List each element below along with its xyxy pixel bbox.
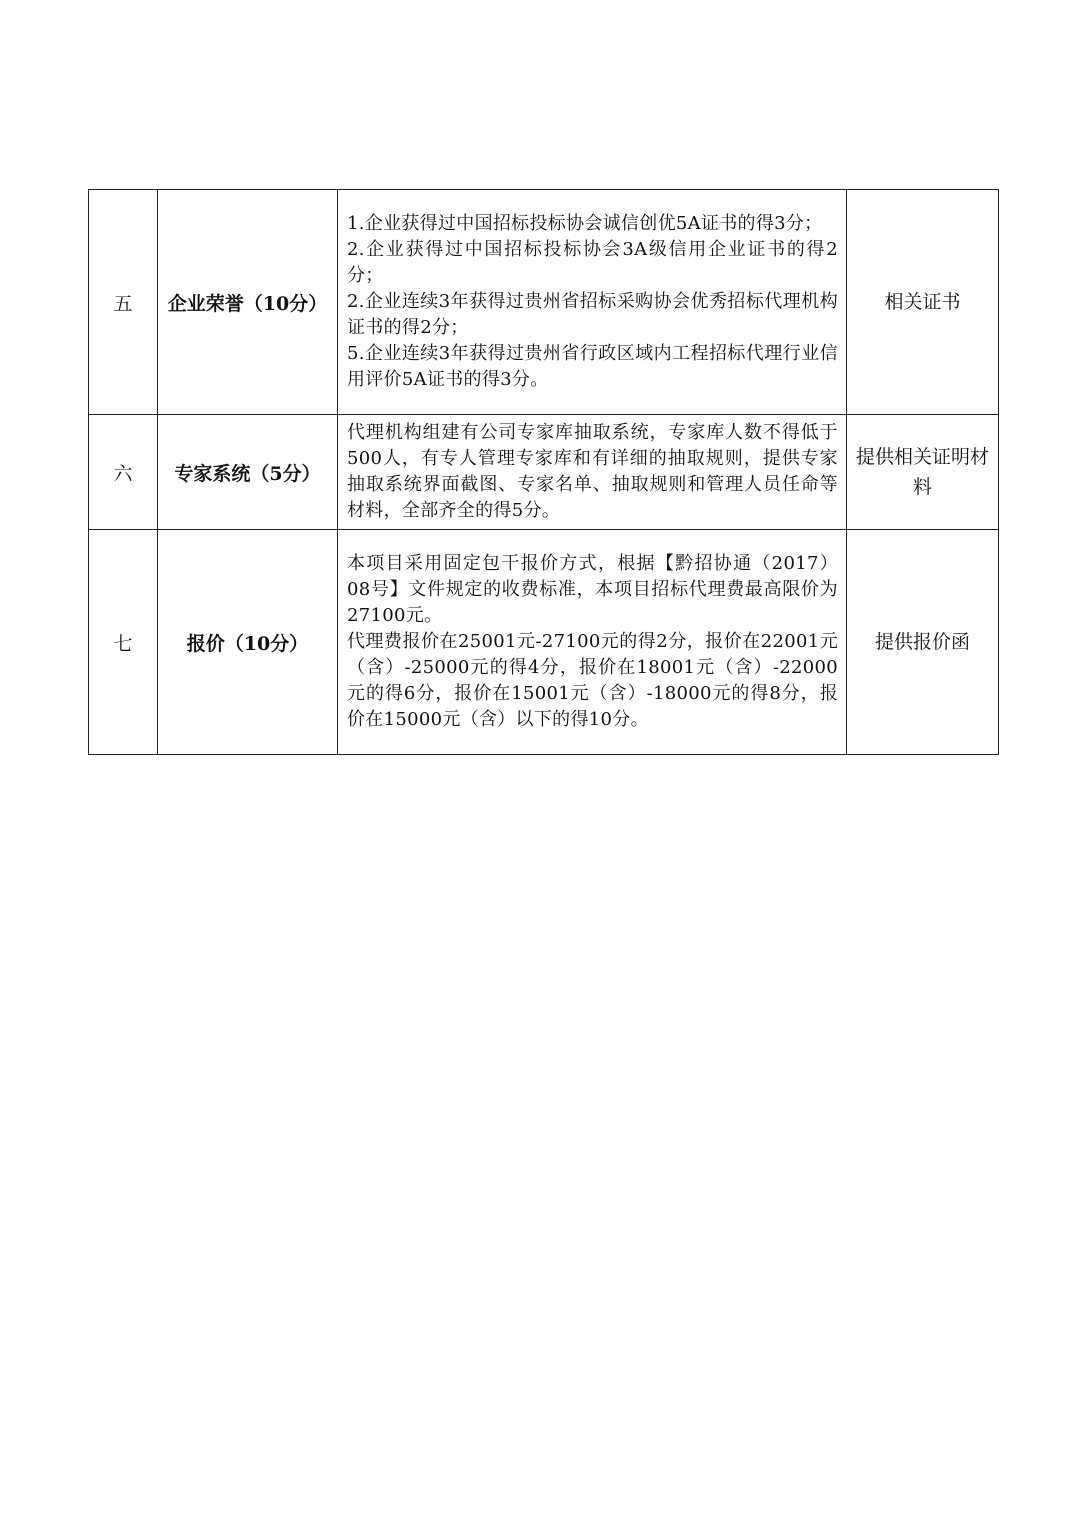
row-number: 六	[89, 415, 158, 530]
row-number: 五	[89, 190, 158, 415]
table-row	[89, 190, 999, 415]
criteria-line: 代理费报价在25001元-27100元的得2分，报价在22001元（含）-25000元的得4分，报价在18001元（含）-22000元的得6分，报价在15001元（含）-18000元的得8分，报价在15000元（含）以下的得10分。	[347, 631, 838, 730]
scoring-table	[88, 189, 999, 755]
supporting-material: 提供报价函	[847, 530, 999, 755]
scoring-item: 报价（10分）	[158, 530, 338, 755]
row-number: 七	[89, 530, 158, 755]
criteria-line: 2.企业连续3年获得过贵州省招标采购协会优秀招标代理机构证书的得2分；	[347, 291, 838, 338]
table-row	[89, 530, 999, 755]
scoring-criteria	[338, 530, 847, 755]
table-row	[89, 415, 999, 530]
supporting-material: 提供相关证明材料	[847, 415, 999, 530]
criteria-line: 本项目采用固定包干报价方式，根据【黔招协通（2017）08号】文件规定的收费标准，本项目招标代理费最高限价为27100元。	[347, 553, 838, 626]
criteria-line: 代理机构组建有公司专家库抽取系统，专家库人数不得低于500人，有专人管理专家库和有详细的抽取规则，提供专家抽取系统界面截图、专家名单、抽取规则和管理人员任命等材料，全部齐全的得5分。	[347, 422, 838, 521]
scoring-item: 企业荣誉（10分）	[158, 190, 338, 415]
criteria-line: 2.企业获得过中国招标投标协会3A级信用企业证书的得2分；	[347, 239, 838, 286]
scoring-criteria	[338, 415, 847, 530]
criteria-line: 5.企业连续3年获得过贵州省行政区域内工程招标代理行业信用评价5A证书的得3分。	[347, 343, 838, 390]
scoring-item: 专家系统（5分）	[158, 415, 338, 530]
supporting-material: 相关证书	[847, 190, 999, 415]
scoring-criteria	[338, 190, 847, 415]
criteria-line: 1.企业获得过中国招标投标协会诚信创优5A证书的得3分；	[347, 213, 823, 234]
